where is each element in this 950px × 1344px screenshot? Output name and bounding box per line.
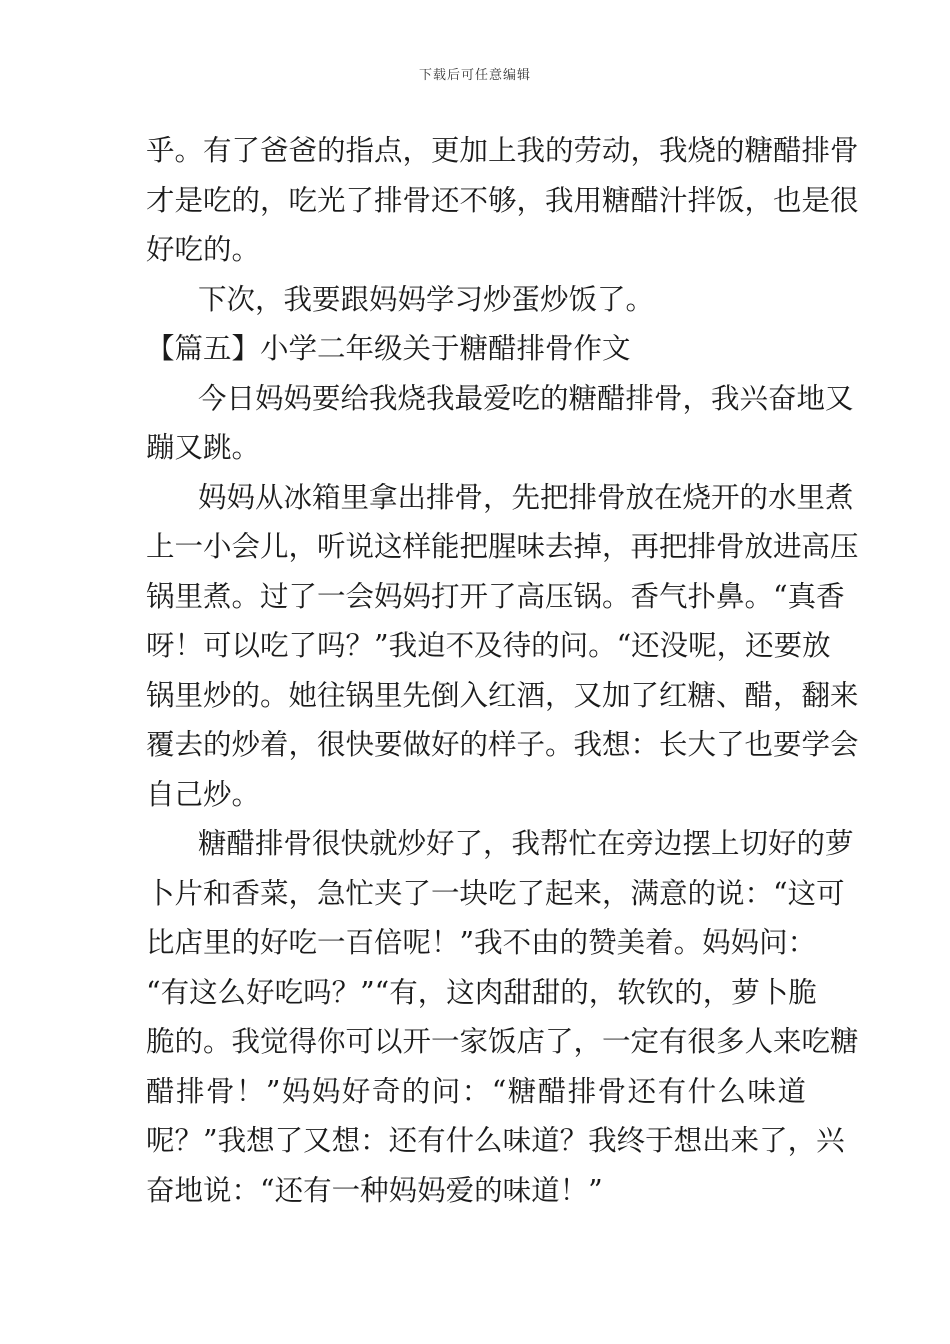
text-line: 卜片和香菜，急忙夹了一块吃了起来，满意的说：“这可 — [146, 876, 845, 910]
text-line: 今日妈妈要给我烧我最爱吃的糖醋排骨，我兴奋地又 — [198, 381, 854, 415]
text-line: 才是吃的，吃光了排骨还不够，我用糖醋汁拌饭，也是很 — [146, 183, 859, 217]
text-line: 锅里煮。过了一会妈妈打开了高压锅。香气扑鼻。“真香 — [146, 579, 845, 613]
text-line: 下次，我要跟妈妈学习炒蛋炒饭了。 — [198, 282, 655, 316]
text-line: “有这么好吃吗？”“有，这肉甜甜的，软钦的，萝卜脆 — [146, 975, 817, 1009]
text-line: 妈妈从冰箱里拿出排骨，先把排骨放在烧开的水里煮 — [198, 480, 854, 514]
text-line: 糖醋排骨很快就炒好了，我帮忙在旁边摆上切好的萝 — [198, 827, 854, 860]
text-line: 好吃的。 — [146, 233, 261, 266]
text-line: 脆的。我觉得你可以开一家饭店了，一定有很多人来吃糖 — [146, 1025, 859, 1058]
text-line: 呢？”我想了又想：还有什么味道？我终于想出来了，兴 — [146, 1124, 845, 1157]
text-line: 比店里的好吃一百倍呢！”我不由的赞美着。妈妈问： — [146, 926, 817, 959]
page-header: 下载后可任意编辑 — [418, 68, 531, 83]
text-line: 锅里炒的。她往锅里先倒入红酒，又加了红糖、醋，翻来 — [146, 678, 859, 712]
text-line: 覆去的炒着，很快要做好的样子。我想：长大了也要学会 — [146, 728, 859, 761]
text-line: 乎。有了爸爸的指点，更加上我的劳动，我烧的糖醋排骨 — [146, 134, 859, 167]
text-line: 自己炒。 — [146, 777, 261, 811]
text-line: 蹦又跳。 — [146, 431, 261, 464]
text-line: 呀！可以吃了吗？”我迫不及待的问。“还没呢，还要放 — [146, 629, 831, 662]
document-body — [146, 126, 859, 1215]
text-line: 【篇五】小学二年级关于糖醋排骨作文 — [146, 332, 631, 365]
text-line: 奋地说：“还有一种妈妈爱的味道！” — [146, 1173, 603, 1207]
text-line: 上一小会儿，听说这样能把腥味去掉，再把排骨放进高压 — [146, 530, 859, 563]
text-line: 醋排骨！”妈妈好奇的问：“糖醋排骨还有什么味道 — [146, 1074, 806, 1108]
